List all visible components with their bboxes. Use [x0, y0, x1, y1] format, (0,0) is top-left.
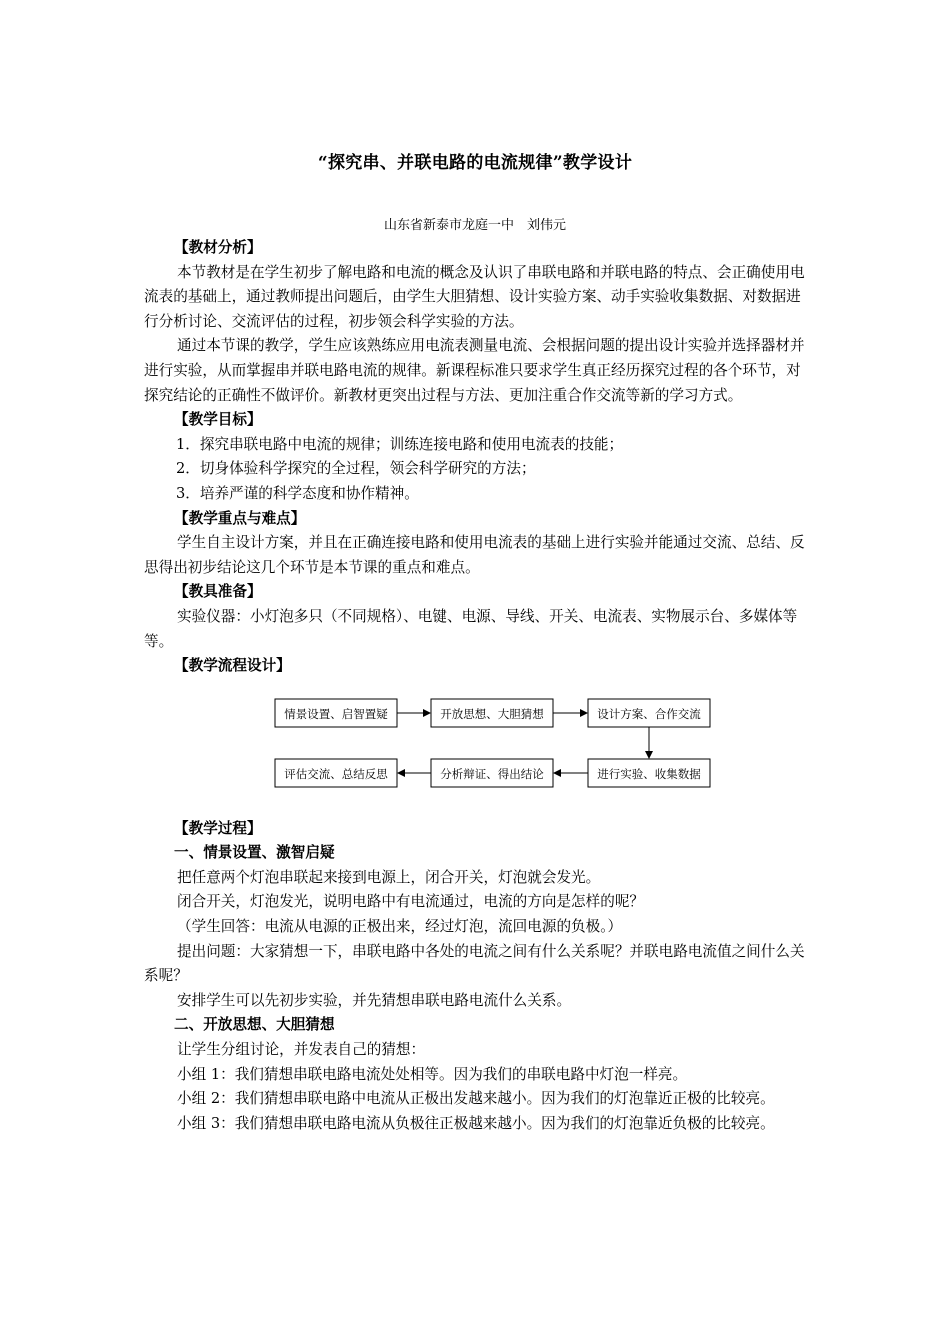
- flow-step-3-box: [588, 699, 710, 727]
- author-line: 山东省新泰市龙庭一中 刘伟元: [383, 218, 566, 233]
- flow-step-4-label: 进行实验、收集数据: [597, 766, 701, 781]
- section-heading-goals: 【教学目标】: [174, 411, 262, 429]
- process-part-2-line-3: 小组 2：我们猜想串联电路中电流从正极出发越来越小。因为我们的灯泡靠近正极的比较亮。: [177, 1090, 775, 1108]
- document-title: “探究串、并联电路的电流规律”教学设计: [317, 153, 633, 173]
- goal-item-3: 3．培养严谨的科学态度和协作精神。: [176, 484, 419, 502]
- flow-step-6-box: [275, 759, 397, 787]
- process-part-2-line-2: 小组 1：我们猜想串联电路电流处处相等。因为我们的串联电路中灯泡一样亮。: [177, 1065, 688, 1083]
- process-part-1-heading: 一、情景设置、激智启疑: [174, 844, 335, 862]
- goal-item-2: 2．切身体验科学探究的全过程，领会科学研究的方法；: [176, 460, 536, 478]
- section-heading-process: 【教学过程】: [174, 819, 262, 837]
- flow-step-6-label: 评估交流、总结反思: [284, 766, 388, 781]
- flow-diagram: [144, 679, 814, 817]
- key-points-paragraph: 学生自主设计方案，并且在正确连接电路和使用电流表的基础上进行实验并能通过交流、总结、反思得出初步结论这几个环节是本节课的重点和难点。: [144, 534, 805, 576]
- goal-item-1: 1．探究串联电路中电流的规律；训练连接电路和使用电流表的技能；: [176, 435, 624, 453]
- process-part-2-line-1: 让学生分组讨论，并发表自己的猜想：: [177, 1041, 426, 1059]
- process-part-1-line-3: （学生回答：电流从电源的正极出来，经过灯泡，流回电源的负极。）: [177, 918, 623, 936]
- process-part-1-line-2: 闭合开关，灯泡发光，说明电路中有电流通过，电流的方向是怎样的呢？: [177, 893, 645, 911]
- flow-step-2-label: 开放思想、大胆猜想: [440, 706, 544, 721]
- analysis-paragraph-2: 通过本节课的教学，学生应该熟练应用电流表测量电流、会根据问题的提出设计实验并选择器材并进行实验，从而掌握串并联电路电流的规律。新课程标准只要求学生真正经历探究过程的各个环节，对探究结论的正确性不做评价。新教材更突出过程与方法、更加注重合作交流等新的学习方式。: [144, 337, 805, 404]
- flow-step-2-box: [431, 699, 553, 727]
- document-body: [144, 236, 814, 1136]
- flow-step-5-box: [431, 759, 553, 787]
- process-part-2-heading: 二、开放思想、大胆猜想: [174, 1016, 335, 1034]
- section-heading-analysis: 【教材分析】: [174, 239, 262, 256]
- flow-step-1-label: 情景设置、启智置疑: [284, 706, 388, 721]
- process-part-1-line-1: 把任意两个灯泡串联起来接到电源上，闭合开关，灯泡就会发光。: [177, 868, 601, 886]
- flow-diagram-svg: [144, 679, 814, 817]
- flow-step-5-label: 分析辩证、得出结论: [440, 766, 544, 781]
- tools-paragraph: 实验仪器：小灯泡多只（不同规格）、电键、电源、导线、开关、电流表、实物展示台、多媒体等等。: [144, 607, 798, 650]
- section-heading-tools: 【教具准备】: [174, 583, 262, 601]
- flow-step-4-box: [588, 759, 710, 787]
- section-heading-flow: 【教学流程设计】: [174, 657, 291, 675]
- flow-step-3-label: 设计方案、合作交流: [597, 706, 701, 721]
- process-part-2-line-4: 小组 3：我们猜想串联电路电流从负极往正极越来越小。因为我们的灯泡靠近负极的比较亮。: [177, 1114, 775, 1132]
- section-heading-key-points: 【教学重点与难点】: [174, 509, 306, 527]
- flow-step-1-box: [275, 699, 397, 727]
- process-part-1-line-4: 提出问题：大家猜想一下，串联电路中各处的电流之间有什么关系呢？并联电路电流值之间什么关系呢？: [144, 942, 805, 985]
- process-part-1-line-5: 安排学生可以先初步实验，并先猜想串联电路电流什么关系。: [177, 991, 572, 1009]
- analysis-paragraph-1: 本节教材是在学生初步了解电路和电流的概念及认识了串联电路和并联电路的特点、会正确使用电流表的基础上，通过教师提出问题后，由学生大胆猜想、设计实验方案、动手实验收集数据、对数据进行分析讨论、交流评估的过程，初步领会科学实验的方法。: [144, 263, 805, 330]
